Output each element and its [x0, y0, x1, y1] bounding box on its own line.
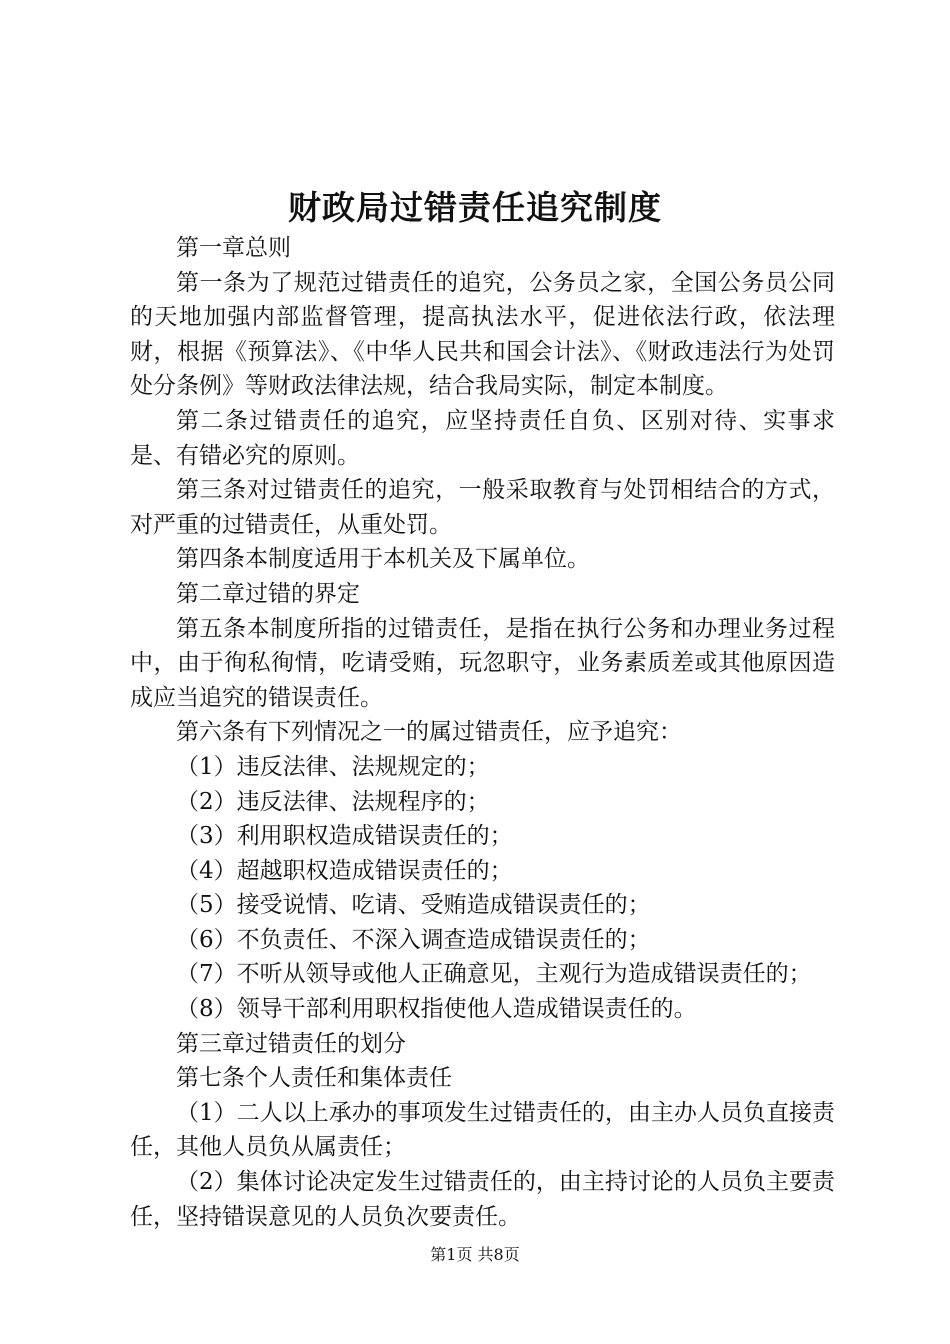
- article-paragraph: 第三条对过错责任的追究，一般采取教育与处罚相结合的方式，对严重的过错责任，从重处罚。: [130, 477, 835, 538]
- chapter-heading: 第二章过错的界定: [176, 580, 360, 607]
- list-item: （8）领导干部利用职权指使他人造成错误责任的。: [176, 996, 697, 1023]
- list-item: （5）接受说情、吃请、受贿造成错误责任的；: [176, 892, 651, 919]
- list-item: （4）超越职权造成错误责任的；: [176, 857, 513, 884]
- article-paragraph: 第二条过错责任的追究，应坚持责任自负、区别对待、实事求是、有错必究的原则。: [130, 407, 835, 469]
- list-item: （7）不听从领导或他人正确意见，主观行为造成错误责任的；: [176, 961, 812, 988]
- list-item: （2）集体讨论决定发生过错责任的，由主持讨论的人员负主要责任，坚持错误意见的人员负次要责任。: [130, 1169, 835, 1230]
- article-paragraph: 第七条个人责任和集体责任: [176, 1065, 452, 1092]
- chapter-heading: 第一章总则: [176, 235, 291, 261]
- article-paragraph: 第四条本制度适用于本机关及下属单位。: [176, 546, 590, 573]
- chapter-heading: 第三章过错责任的划分: [176, 1030, 406, 1057]
- list-item: （1）违反法律、法规规定的；: [176, 753, 490, 780]
- document-title: 财政局过错责任追究制度: [288, 188, 662, 227]
- list-item: （3）利用职权造成错误责任的；: [176, 823, 513, 850]
- page-footer: 第1页 共8页: [430, 1245, 520, 1264]
- list-item: （1）二人以上承办的事项发生过错责任的，由主办人员负直接责任，其他人员负从属责任；: [130, 1099, 835, 1161]
- article-paragraph: 第六条有下列情况之一的属过错责任，应予追究：: [176, 719, 682, 746]
- list-item: （6）不负责任、不深入调查造成错误责任的；: [176, 926, 651, 953]
- document-body: [130, 231, 835, 1234]
- article-paragraph: 第一条为了规范过错责任的追究，公务员之家，全国公务员公同的天地加强内部监督管理，提高执法水平，促进依法行政，依法理财，根据《预算法》、《中华人民共和国会计法》、《财政违法行为处罚处分条例》等财政法律法规，结合我局实际，制定本制度。: [130, 269, 835, 400]
- article-paragraph: 第五条本制度所指的过错责任，是指在执行公务和办理业务过程中，由于徇私徇情，吃请受贿，玩忽职守，业务素质差或其他原因造成应当追究的错误责任。: [130, 615, 835, 711]
- list-item: （2）违反法律、法规程序的；: [176, 788, 490, 815]
